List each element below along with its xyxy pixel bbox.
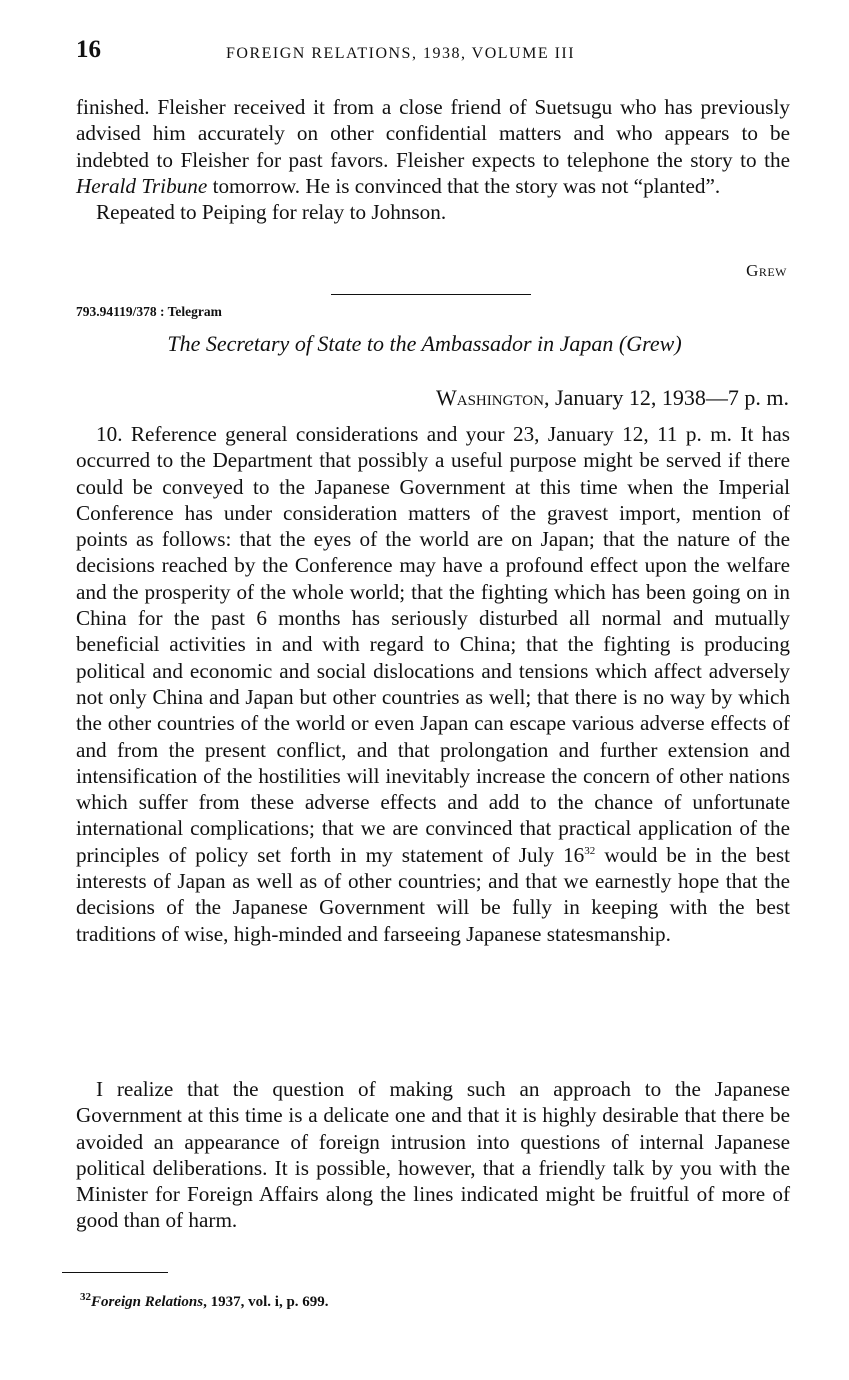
footnote-marker: 32 bbox=[584, 844, 596, 857]
section-divider bbox=[331, 294, 531, 295]
footnote-citation: , 1937, vol. i, p. 699. bbox=[203, 1294, 329, 1310]
dateline-date: , January 12, 1938—7 p. m. bbox=[543, 385, 789, 410]
repeated-note: Repeated to Peiping for relay to Johnson. bbox=[96, 200, 447, 225]
continued-paragraph bbox=[76, 94, 790, 225]
dateline-place: Washington bbox=[435, 385, 544, 410]
continued-text-start: finished. Fleisher received it from a close friend of Suetsugu who has previously advised him accurately on other confidential matters and who appears to be indebted to Fleisher for past favors. Fleisher expects to telephone the story to the bbox=[76, 95, 790, 172]
newspaper-title: Herald Tribune bbox=[76, 173, 208, 198]
title-name: Grew bbox=[626, 331, 675, 356]
page-number: 16 bbox=[76, 36, 101, 63]
signature: Grew bbox=[746, 261, 787, 280]
footnote-number: 32 bbox=[80, 1291, 91, 1303]
page-header bbox=[76, 36, 792, 70]
footnote bbox=[80, 1291, 329, 1311]
title-close: ) bbox=[674, 331, 682, 356]
footnote-divider bbox=[62, 1272, 168, 1273]
dateline bbox=[436, 385, 789, 411]
document-title bbox=[0, 331, 849, 357]
running-head: FOREIGN RELATIONS, 1938, VOLUME III bbox=[226, 45, 576, 62]
footnote-source: Foreign Relations bbox=[91, 1294, 204, 1310]
paragraph-text-cont: would be in the best interests of Japan as well as of other countries; and that we earnestly hope that the decisions of the Japanese Government will be fully in keeping with the best traditions of wise, high-minded and farseeing Japanese statesmanship. bbox=[76, 842, 790, 946]
file-reference: 793.94119/378 : Telegram bbox=[76, 304, 222, 319]
telegram-paragraph-2: I realize that the question of making such an approach to the Japanese Government at this time is a delicate one and that it is highly desirable that there be avoided an appearance of foreign intrusion into questions of internal Japanese political deliberations. It is possible, however, that a friendly talk by you with the Minister for Foreign Affairs along the lines indicated might be fruitful of more of good than of harm. bbox=[76, 1077, 790, 1233]
continued-text-end: tomorrow. He is convinced that the story was not “planted”. bbox=[207, 173, 721, 198]
paragraph-text: 10. Reference general considerations and your 23, January 12, 11 p. m. It has occurred to the Department that possibly a useful purpose might be served if there could be conveyed to the Japanese Government at this time when the Imperial Conference has under consideration matters of the gravest import, mention of points as follows: that the eyes of the world are on Japan; that the nature of the decisions reached by the Conference may have a profound effect upon the welfare and the prosperity of the whole world; that the fighting which has been going on in China for the past 6 months has seriously disturbed all normal and mutually beneficial activities in and with regard to China; that the fighting is producing political and economic and social dislocations and tensions which affect adversely not only China and Japan but other countries as well; that there is no way by which the other countries of the world or even Japan can escape various adverse effects of and from the present conflict, and that prolongation and further extension and intensification of the hostilities will inevitably increase the concern of other nations which suffer from these adverse effects and add to the chance of unfortunate international complications; that we are convinced that practical application of the principles of policy set forth in my statement of July 16 bbox=[76, 422, 790, 867]
telegram-paragraph-1 bbox=[76, 421, 790, 947]
title-text: The Secretary of State to the Ambassador in Japan ( bbox=[167, 331, 627, 356]
